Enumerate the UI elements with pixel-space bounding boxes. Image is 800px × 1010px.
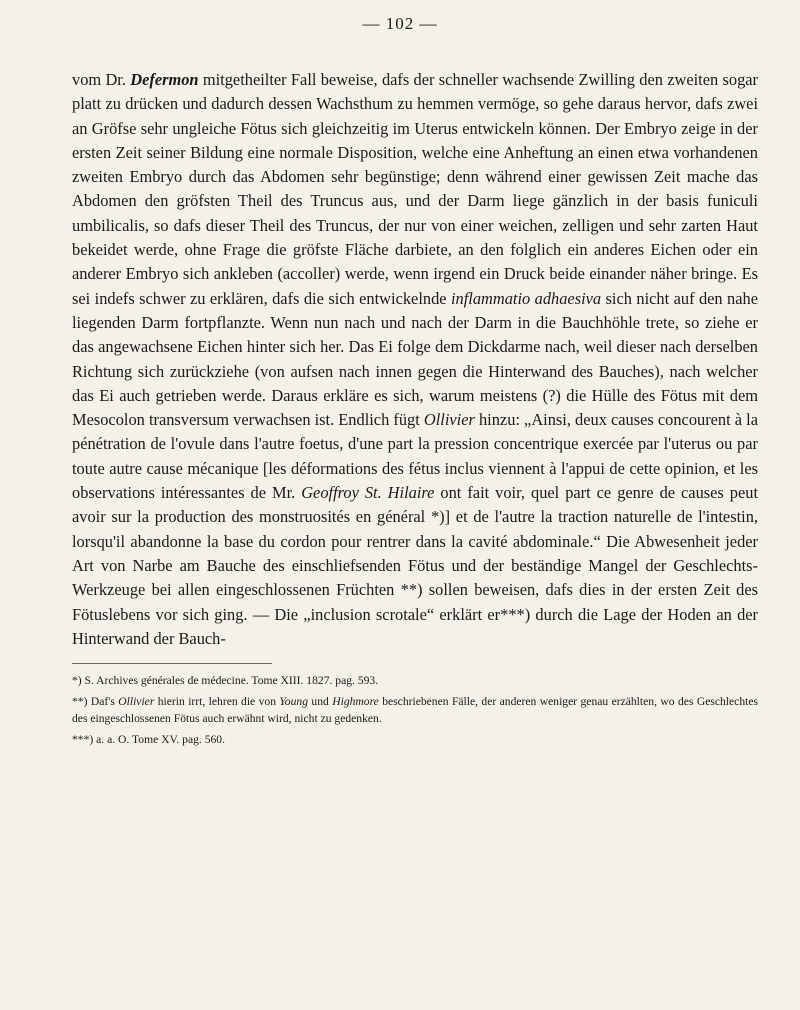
footnote-divider: [72, 663, 272, 664]
text-run: hinzu: „Ainsi, deux causes concourent à la pénétration de l'ovule dans l'autre foetus, d'une part la pression concentrique exercée par l'uterus ou par toute autre cause mécanique [les déformations des fétus inclus viennent à l'appui de cette opinion, et les observations intéressantes de Mr.: [72, 410, 758, 503]
footnotes: [72, 672, 758, 748]
author-name: Highmore: [332, 695, 379, 709]
latin-term: inflammatio adhaesiva: [450, 288, 602, 308]
text-run: hierin irrt, lehren die von: [154, 695, 280, 709]
author-name: Ollivier: [118, 695, 155, 709]
author-name-defermon: Defermon: [130, 70, 199, 89]
author-name-ollivier: Ollivier: [423, 410, 475, 430]
author-name-geoffroy: Geoffroy St. Hilaire: [301, 483, 435, 503]
page-number: — 102 —: [362, 14, 438, 33]
text-run: und: [308, 695, 333, 709]
text-run: **) Daf's: [72, 695, 119, 709]
text-run: ont fait voir, quel part ce genre de causes peut avoir sur la production des monstruosités en général *)] et de l'autre la traction naturelle de l'intestin, lorsqu'il abandonne la base du cordon pour rentrer dans la cavité abdominale.“ Die Abwesenheit jeder Art von Narbe am Bauche des einschliefsenden Fötus und der beständige Mangel der Geschlechts-Werkzeuge bei allen eingeschlossenen Früchten **) sollen beweisen, dafs dies in der ersten Zeit des Fötuslebens vor sich ging. — Die „inclusion scrotale“ erklärt er***) durch die Lage der Hoden an der Hinterwand der Bauch-: [72, 483, 758, 648]
footnote-1: *) S. Archives générales de médecine. Tome XIII. 1827. pag. 593.: [72, 674, 379, 688]
text-run: vom Dr.: [72, 70, 131, 89]
footnote-2: [72, 693, 758, 727]
main-paragraph: [72, 68, 758, 651]
text-run: sich nicht auf den nahe liegenden Darm fortpflanzte. Wenn nun nach und nach der Darm in die Bauchhöhle trete, so ziehe er das angewachsene Eichen hinter sich her. Das Ei folge dem Dickdarme nach, weil dieser nach derselben Richtung sich zurückziehe (von aufsen nach innen gegen die Hinterwand des Bauches), nach welcher das Ei auch getrieben werde. Daraus erkläre es sich, warum meistens (?) die Hülle des Fötus mit dem Mesocolon transversum verwachsen ist. Endlich fügt: [72, 288, 759, 430]
author-name: Young: [279, 695, 308, 709]
text-run: beschriebenen Fälle, der anderen weniger genau erzählten, wo des Geschlechtes des eingeschlossenen Fötus auch erwähnt wird, nicht zu gedenken.: [72, 695, 758, 726]
footnote-3: ***) a. a. O. Tome XV. pag. 560.: [72, 733, 225, 747]
text-run: mitgetheilter Fall beweise, dafs der schneller wachsende Zwilling den zweiten sogar platt zu drücken und dadurch dessen Wachsthum zu hemmen vermöge, so gehe daraus hervor, dafs zwei an Gröfse sehr ungleiche Fötus sich gleichzeitig im Uterus entwickeln können. Der Embryo zeige in der ersten Zeit seiner Bildung eine normale Disposition, welche eine Anheftung an einen etwa vorhandenen zweiten Embryo durch das Abdomen sehr begünstige; denn während einer gewissen Zeit mache das Abdomen den gröfsten Theil des Truncus aus, und der Darm liege gänzlich in der basis funiculi umbilicalis, so dafs dieser Theil des Truncus, der nur von einer weichen, zelligen und sehr zarten Haut bekeidet werde, ohne Frage die gröfste Fläche darbiete, an den folglich ein anderes Eichen oder ein anderer Embryo sich ankleben (accoller) werde, wenn irgend ein Druck beide einander näher bringe. Es sei indefs schwer zu erklären, dafs die sich entwickelnde: [72, 70, 759, 308]
